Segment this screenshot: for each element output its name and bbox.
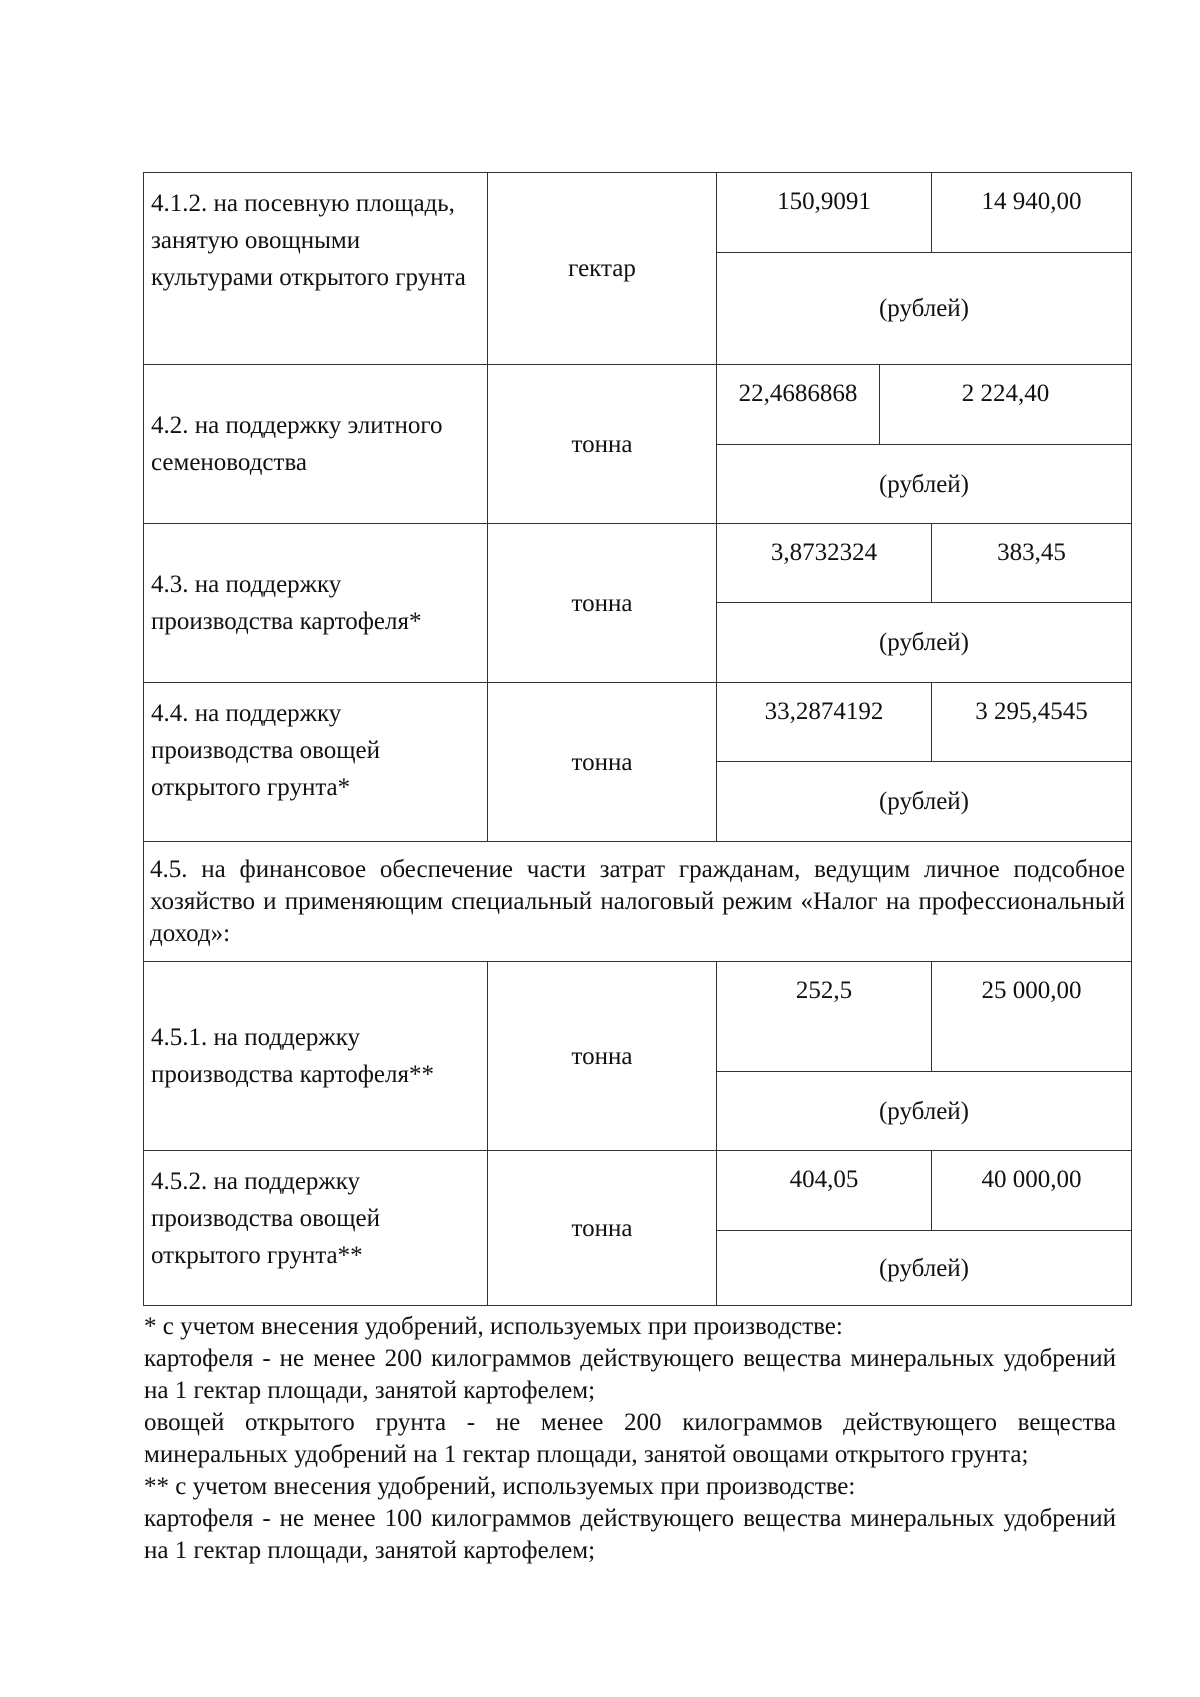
footnotes bbox=[144, 1311, 1116, 1567]
footnote-line: * с учетом внесения удобрений, используемых при производстве: bbox=[144, 1313, 843, 1340]
table-row bbox=[144, 962, 1132, 1072]
row-currency: (рублей) bbox=[717, 603, 1132, 683]
row-unit: тонна bbox=[488, 962, 717, 1151]
row-value-1: 252,5 bbox=[717, 962, 932, 1072]
row-currency: (рублей) bbox=[717, 253, 1132, 365]
footnote-line: овощей открытого грунта - не менее 200 килограммов действующего вещества минеральных удобрений на 1 гектар площади, занятой овощами открытого грунта; bbox=[144, 1409, 1116, 1468]
row-currency: (рублей) bbox=[717, 762, 1132, 842]
footnote-line: картофеля - не менее 200 килограммов действующего вещества минеральных удобрений на 1 гектар площади, занятой картофелем; bbox=[144, 1345, 1116, 1404]
section-header-row bbox=[144, 842, 1132, 962]
row-value-1: 22,4686868 bbox=[717, 365, 880, 445]
subsidy-rates-table bbox=[143, 172, 1132, 1306]
row-value-2: 2 224,40 bbox=[880, 365, 1132, 445]
row-currency: (рублей) bbox=[717, 445, 1132, 524]
row-value-2: 40 000,00 bbox=[932, 1151, 1132, 1231]
table-row bbox=[144, 173, 1132, 253]
table-row bbox=[144, 1151, 1132, 1231]
row-value-1: 150,9091 bbox=[717, 173, 932, 253]
row-description: 4.3. на поддержку производства картофеля* bbox=[144, 524, 488, 683]
row-description: 4.1.2. на посевную площадь, занятую овощными культурами открытого грунта bbox=[144, 173, 488, 365]
row-unit: тонна bbox=[488, 1151, 717, 1306]
row-unit: тонна bbox=[488, 683, 717, 842]
row-value-2: 25 000,00 bbox=[932, 962, 1132, 1072]
row-value-1: 33,2874192 bbox=[717, 683, 932, 762]
row-description: 4.5.2. на поддержку производства овощей открытого грунта** bbox=[144, 1151, 488, 1306]
row-value-1: 404,05 bbox=[717, 1151, 932, 1231]
table-row bbox=[144, 524, 1132, 603]
footnote-line: ** с учетом внесения удобрений, используемых при производстве: bbox=[144, 1473, 856, 1500]
row-value-2: 14 940,00 bbox=[932, 173, 1132, 253]
row-value-2: 383,45 bbox=[932, 524, 1132, 603]
row-currency: (рублей) bbox=[717, 1231, 1132, 1306]
row-value-1: 3,8732324 bbox=[717, 524, 932, 603]
footnote-line: картофеля - не менее 100 килограммов действующего вещества минеральных удобрений на 1 гектар площади, занятой картофелем; bbox=[144, 1505, 1116, 1564]
row-unit: тонна bbox=[488, 365, 717, 524]
row-unit: гектар bbox=[488, 173, 717, 365]
row-currency: (рублей) bbox=[717, 1072, 1132, 1151]
row-description: 4.5.1. на поддержку производства картофеля** bbox=[144, 962, 488, 1151]
row-description: 4.4. на поддержку производства овощей открытого грунта* bbox=[144, 683, 488, 842]
table-row bbox=[144, 365, 1132, 445]
table-row bbox=[144, 683, 1132, 762]
row-description: 4.2. на поддержку элитного семеноводства bbox=[144, 365, 488, 524]
row-unit: тонна bbox=[488, 524, 717, 683]
section-header: 4.5. на финансовое обеспечение части затрат гражданам, ведущим личное подсобное хозяйство и применяющим специальный налоговый режим «Налог на профессиональный доход»: bbox=[144, 842, 1132, 962]
row-value-2: 3 295,4545 bbox=[932, 683, 1132, 762]
